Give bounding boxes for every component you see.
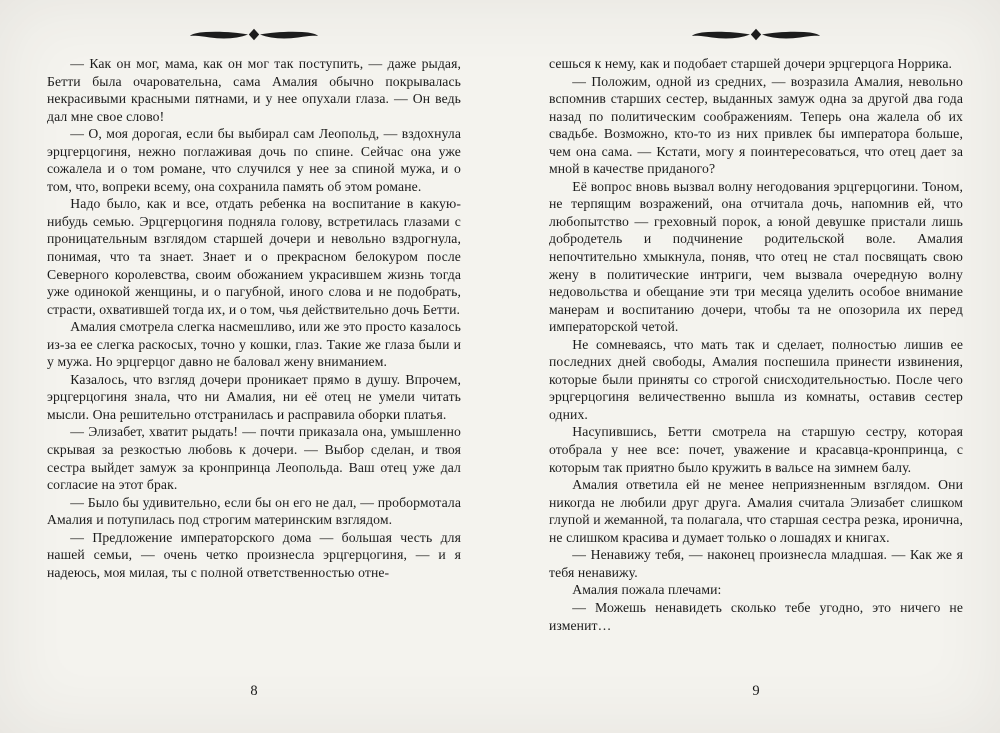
paragraph: Её вопрос вновь вызвал волну негодования эрцгерцогини. Тоном, не терпящим возражений, она отчитала дочь, напомнив ей, что любопытство — греховный порок, а юной девушке пристали лишь добродетель и подчинение родительской воле. Амалия непочтительно хмыкнула, поняв, что отец не стал посвящать свою жену в политические интриги, чем вызвала очередную волну недовольства и обещание эти три месяца уделить особое внимание манерам и воспитанию дочери, чтобы та не опозорила их перед императорской четой. bbox=[549, 178, 963, 335]
paragraph: Амалия пожала плечами: bbox=[572, 582, 722, 598]
paragraph: Надо было, как и все, отдать ребенка на воспитание в какую-нибудь семью. Эрцгерцогиня подняла голову, встретилась глазами с проницательным взглядом старшей дочери и невольно вздрогнула, понимая, что та знает. Знает и о прекрасном белокуром после Северного королевства, своим обожанием украсившем жизнь тогда уже одинокой женщины, и о пагубной, иного слова и не подобрать, страсти, охватившей тогда их, и о том, чья действительно дочь Бетти. bbox=[47, 196, 461, 317]
paragraph: Амалия ответила ей не менее неприязненным взглядом. Они никогда не любили друг друга. Амалия считала Элизабет слишком глупой и жеманной, та полагала, что старшая сестра резка, иронична, не слишком красива и думает только о лошадях и книгах. bbox=[549, 477, 963, 545]
paragraph: Казалось, что взгляд дочери проникает прямо в душу. Впрочем, эрцгерцогиня знала, что ни Амалия, ни её отец не умели читать мысли. Она решительно отстранилась и расправила оборки платья. bbox=[47, 371, 461, 422]
paragraph: Насупившись, Бетти смотрела на старшую сестру, которая отобрала у нее все: почет, уважение и красавца-кронпринца, с которым так приятно было кружить в вальсе на зимнем балу. bbox=[549, 424, 963, 475]
ornament-flourish-icon bbox=[690, 27, 822, 42]
page-left-text bbox=[47, 55, 461, 581]
paragraph: Амалия смотрела слегка насмешливо, или же это просто казалось из-за ее слегка раскосых, точно у кошки, глаз. Такие же глаза были и у мужа. Но эрцгерцог давно не баловал жену вниманием. bbox=[47, 319, 461, 370]
paragraph: — Положим, одной из средних, — возразила Амалия, невольно вспомнив старших сестер, выданных замуж одна за другой два года назад по политическим соображениям. Теперь она жалела об их свадьбе. Возможно, кто-то из них привлек бы императора больше, чем она сама. — Кстати, могу я поинтересоваться, что отец дает за мной в качестве приданого? bbox=[549, 73, 963, 177]
paragraph: Не сомневаясь, что мать так и сделает, полностью лишив ее последних дней свободы, Амалия поспешила принести извинения, которые были приняты со строгой снисходительностью. После чего эрцгерцогиня величественно вышла из комнаты, оставив сестер одних. bbox=[549, 336, 963, 422]
paragraph: — Было бы удивительно, если бы он его не дал, — пробормотала Амалия и потупилась под строгим материнским взглядом. bbox=[47, 494, 461, 528]
paragraph-continuation: сешься к нему, как и подобает старшей дочери эрцгерцога Норрика. bbox=[549, 56, 953, 71]
page-left bbox=[47, 0, 461, 733]
paragraph: — Как он мог, мама, как он мог так поступить, — даже рыдая, Бетти была очаровательна, сама Амалия обычно покрывалась некрасивыми красными пятнами, и у нее опухали глаза. — Он ведь дал мне свое слово! bbox=[47, 56, 461, 124]
paragraph: — Можешь ненавидеть сколько тебе угодно, это ничего не изменит… bbox=[549, 599, 963, 633]
page-number-right: 9 bbox=[752, 683, 760, 699]
page-number-left: 8 bbox=[250, 683, 258, 699]
paragraph: — Предложение императорского дома — большая честь для нашей семьи, — очень четко произнесла эрцгерцогиня, — и я надеюсь, моя милая, ты с полной ответственностью отне- bbox=[47, 529, 461, 580]
page-right-text bbox=[549, 55, 963, 634]
ornament-flourish-icon bbox=[188, 27, 320, 42]
page-right bbox=[549, 0, 963, 733]
paragraph: — Ненавижу тебя, — наконец произнесла младшая. — Как же я тебя ненавижу. bbox=[549, 547, 963, 580]
paragraph: — Элизабет, хватит рыдать! — почти приказала она, умышленно скрывая за резкостью любовь к дочери. — Выбор сделан, и твоя сестра выйдет замуж за кронпринца Леопольда. Ваш отец уже дал согласие на этот брак. bbox=[47, 424, 461, 493]
paragraph: — О, моя дорогая, если бы выбирал сам Леопольд, — вздохнула эрцгерцогиня, нежно поглаживая дочь по спине. Сейчас она уже сожалела и о том романе, что случился у нее за спиной мужа, и о том, что, вопреки всему, она сохранила память об этом романе. bbox=[47, 126, 461, 194]
